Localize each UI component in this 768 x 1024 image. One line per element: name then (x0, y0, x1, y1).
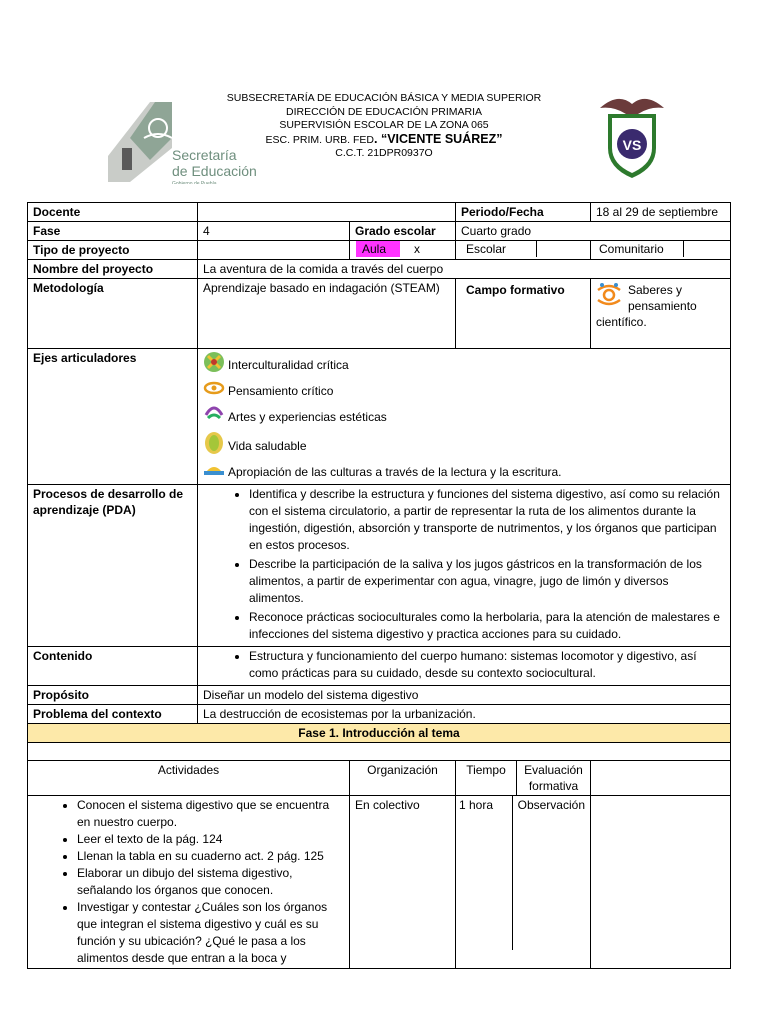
school-name: . “VICENTE SUÁREZ” (374, 131, 503, 146)
eje-label: Artes y experiencias estéticas (228, 410, 387, 424)
actividad-item: • Elaborar un dibujo del sistema digestivo, señalando los órganos que conocen. (77, 865, 344, 899)
actividad-item: • Conocen el sistema digestivo que se encuentra en nuestro cuerpo. (77, 797, 344, 831)
svg-text:de Educación: de Educación (172, 163, 257, 179)
fase-value: 4 (198, 222, 350, 241)
pda-item: • Reconoce prácticas socioculturales como la herbolaria, para la atención de malestares e infecciones del sistema digestivo y practica acciones para su cuidado. (249, 609, 725, 643)
eje-label: Apropiación de las culturas a través de la lectura y la escritura. (228, 465, 562, 479)
problema-value: La destrucción de ecosistemas por la urbanización. (198, 705, 731, 724)
actividad-item: • Investigar y contestar ¿Cuáles son los órganos que integran el sistema digestivo y cuál es su función y su ubicación? ¿Qué le pasa a los alimentos desde que entran a la boca y (77, 899, 344, 967)
tiempo-evaluacion-cell (456, 796, 591, 969)
fase-title: Fase 1. Introducción al tema (28, 724, 731, 743)
eje-label: Interculturalidad crítica (228, 358, 349, 372)
periodo-label: Periodo/Fecha (456, 203, 591, 222)
eje-item (203, 379, 725, 403)
contenido-item: • Estructura y funcionamiento del cuerpo humano: sistemas locomotor y digestivo, así como prácticas para su cuidado, desde su contexto sociocultural. (249, 648, 725, 682)
col-evaluacion: Evaluación formativa (524, 763, 583, 793)
school-prefix: ESC. PRIM. URB. FED (265, 133, 374, 146)
header-line-3: SUPERVISIÓN ESCOLAR DE LA ZONA 065 (279, 119, 489, 131)
problema-label: Problema del contexto (28, 705, 198, 724)
proposito-label: Propósito (28, 686, 198, 705)
pda-item: • Describe la participación de la saliva y los jugos gástricos en la transformación de los alimentos, a partir de experimentar con agua, vinagre, jugo de limón y diversos alimentos. (249, 556, 725, 607)
row-spacer (28, 743, 731, 761)
col-extra (591, 761, 731, 796)
tipo-aula-cell (350, 241, 456, 260)
metodologia-value: Aprendizaje basado en indagación (STEAM) (198, 279, 456, 349)
row-metodologia (28, 279, 731, 349)
tipo-blank (198, 241, 350, 260)
svg-text:VS: VS (622, 137, 642, 153)
svg-text:Secretaría: Secretaría (172, 147, 237, 163)
ejes-cell (198, 349, 731, 485)
apropiacion-culturas-icon (203, 461, 225, 483)
eje-item (203, 461, 725, 483)
school-line (200, 133, 568, 148)
pda-cell (198, 485, 731, 647)
comunitario-option: Comunitario (591, 241, 684, 257)
row-problema (28, 705, 731, 724)
header-line-1: SUBSECRETARÍA DE EDUCACIÓN BÁSICA Y MEDIA SUPERIOR (226, 92, 542, 104)
header-line-2: DIRECCIÓN DE EDUCACIÓN PRIMARIA (285, 105, 483, 118)
campo-value-2: científico. (596, 315, 647, 329)
cct-line: C.C.T. 21DPR0937O (335, 147, 433, 159)
col-tiempo-evaluacion (456, 761, 591, 796)
eje-item (203, 431, 725, 461)
escolar-option: Escolar (456, 241, 537, 257)
artes-icon (203, 403, 225, 431)
grado-value: Cuarto grado (456, 222, 731, 241)
tipo-escolar-cell (456, 241, 591, 260)
tipo-label: Tipo de proyecto (28, 241, 198, 260)
extra-value (591, 796, 731, 969)
row-fase-title (28, 724, 731, 743)
evaluacion-value: Observación (517, 798, 585, 812)
school-crest-logo (598, 90, 666, 180)
docente-label: Docente (28, 203, 198, 222)
row-nombre (28, 260, 731, 279)
nombre-label: Nombre del proyecto (28, 260, 198, 279)
tipo-comunitario-cell (591, 241, 731, 260)
eje-label: Pensamiento crítico (228, 384, 334, 398)
eje-item (203, 403, 725, 431)
svg-text:Gobierno de Puebla: Gobierno de Puebla (172, 181, 217, 184)
header-text-block (200, 92, 568, 161)
interculturalidad-icon (203, 351, 225, 379)
spacer-cell (28, 743, 731, 761)
campo-value-1: Saberes y pensamiento (628, 283, 697, 313)
metodologia-label: Metodología (28, 279, 198, 349)
docente-value (198, 203, 456, 222)
aula-highlight: Aula (356, 241, 400, 257)
tiempo-value: 1 hora (456, 796, 513, 950)
nombre-value: La aventura de la comida a través del cuerpo (198, 260, 731, 279)
row-fase (28, 222, 731, 241)
actividad-item: • Llenan la tabla en su cuaderno act. 2 pág. 125 (77, 848, 344, 865)
pda-label: Procesos de desarrollo de aprendizaje (PDA) (28, 485, 198, 647)
actividad-item: • Leer el texto de la pág. 124 (77, 831, 344, 848)
pensamiento-critico-icon (203, 379, 225, 403)
row-proposito (28, 686, 731, 705)
contenido-label: Contenido (28, 647, 198, 686)
ejes-label: Ejes articuladores (28, 349, 198, 485)
col-actividades: Actividades (28, 761, 350, 796)
pda-item: • Identifica y describe la estructura y funciones del sistema digestivo, así como su relación con el sistema circulatorio, a partir de representar la ruta de los alimentos durante la ingestión, digestión, absorción y transporte de nutrimentos, y los órganos que participan en estos procesos. (249, 486, 725, 554)
campo-label: Campo formativo (456, 279, 591, 349)
eje-label: Vida saludable (228, 439, 307, 453)
vida-saludable-icon (203, 431, 225, 461)
proposito-value: Diseñar un modelo del sistema digestivo (198, 686, 731, 705)
aula-mark: x (414, 242, 421, 256)
row-activities-header (28, 761, 731, 796)
row-pda (28, 485, 731, 647)
fase-label: Fase (28, 222, 198, 241)
campo-value-cell (591, 279, 731, 349)
contenido-cell (198, 647, 731, 686)
row-activities (28, 796, 731, 969)
saberes-icon (596, 282, 622, 314)
document-header (0, 0, 768, 200)
actividades-cell (28, 796, 350, 969)
grado-label: Grado escolar (350, 222, 456, 241)
planning-table (27, 202, 731, 969)
periodo-value: 18 al 29 de septiembre (591, 203, 731, 222)
col-organizacion: Organización (350, 761, 456, 796)
row-docente (28, 203, 731, 222)
col-tiempo: Tiempo (456, 761, 517, 795)
row-tipo (28, 241, 731, 260)
row-contenido (28, 647, 731, 686)
eje-item (203, 351, 725, 379)
organizacion-value: En colectivo (350, 796, 456, 969)
row-ejes (28, 349, 731, 485)
